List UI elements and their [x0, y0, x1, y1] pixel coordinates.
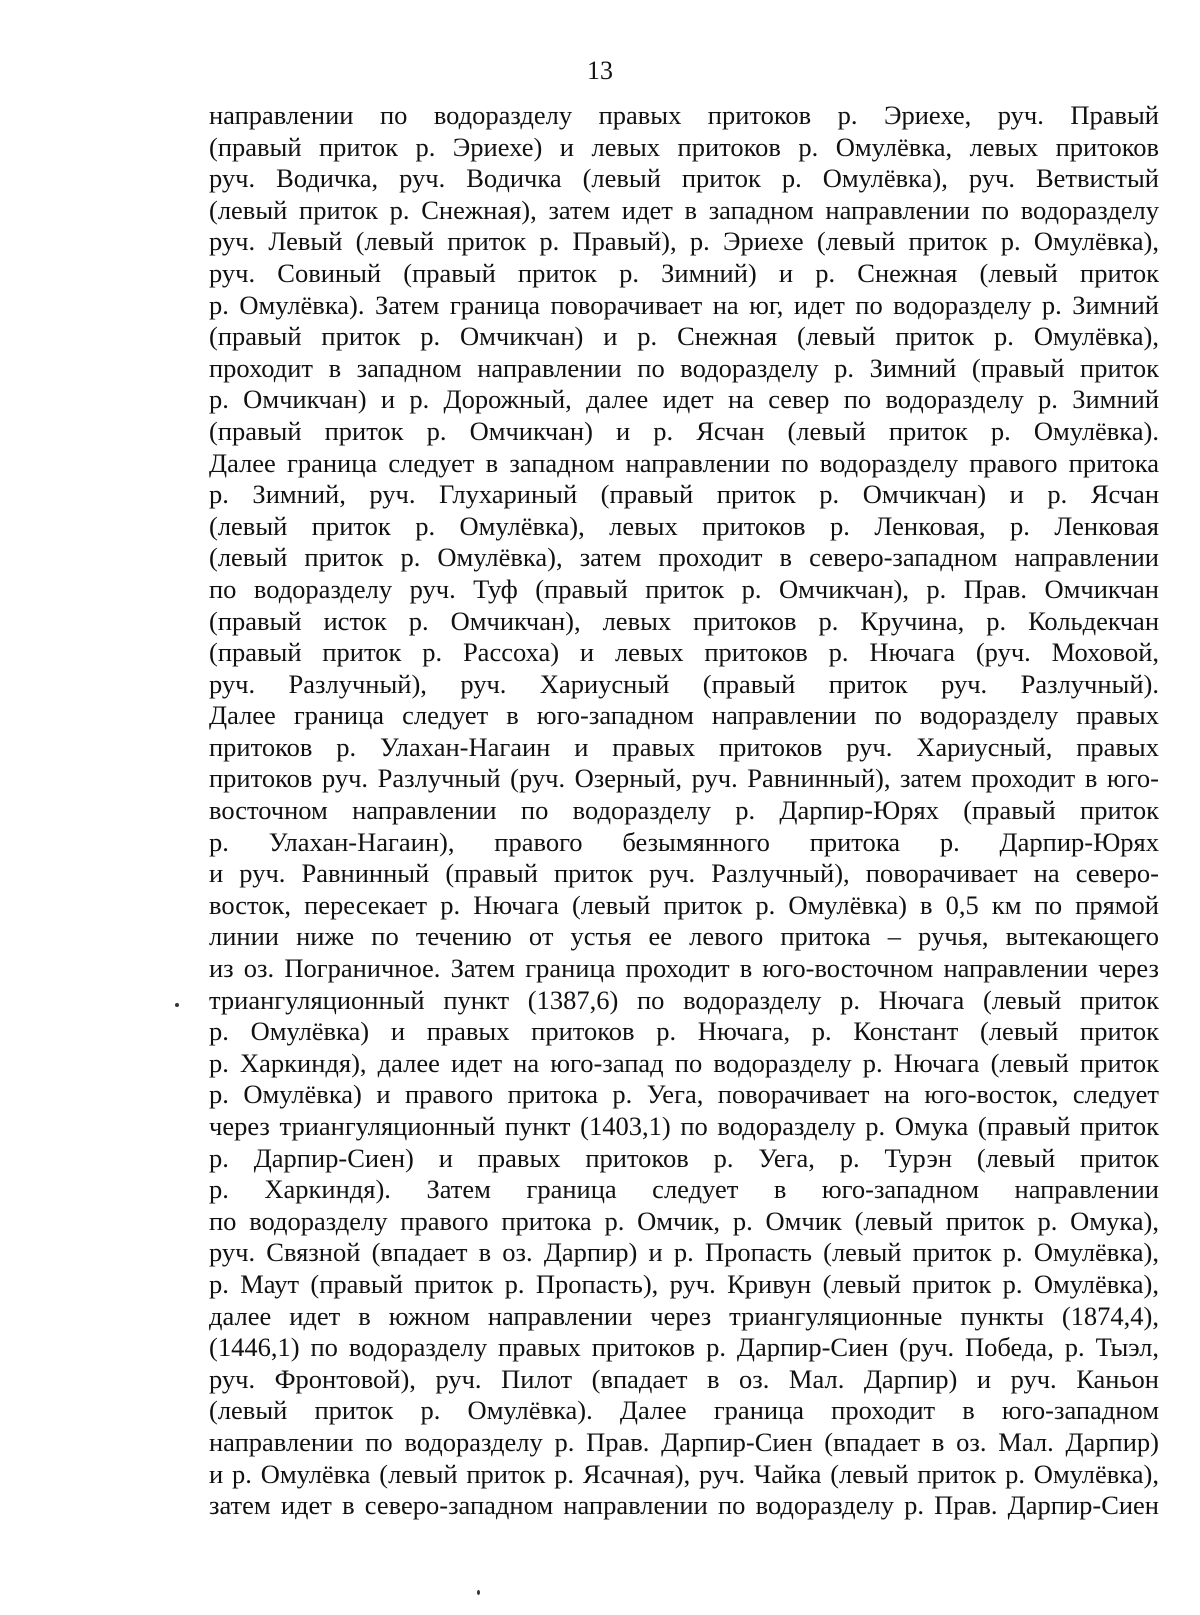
text-line: из оз. Пограничное. Затем граница проходит в юго-восточном направлении через — [209, 953, 1159, 984]
text-line: р. Омулёвка) и правого притока р. Уега, поворачивает на юго-восток, следует — [209, 1079, 1159, 1110]
text-line: Далее граница следует в западном направлении по водоразделу правого притока — [209, 447, 1159, 478]
text-line: р. Дарпир-Сиен) и правых притоков р. Уега, р. Турэн (левый приток — [209, 1142, 1159, 1173]
text-line: направлении по водоразделу правых притоков р. Эриехе, руч. Правый — [209, 100, 1159, 130]
text-line: (правый приток р. Эриехе) и левых притоков р. Омулёвка, левых притоков — [209, 131, 1159, 162]
text-line: р. Омчикчан) и р. Дорожный, далее идет на север по водоразделу р. Зимний — [209, 384, 1159, 415]
text-line: притоков руч. Разлучный (руч. Озерный, руч. Равнинный), затем проходит в юго- — [209, 763, 1159, 794]
text-line: р. Омулёвка). Затем граница поворачивает на юг, идет по водоразделу р. Зимний — [209, 289, 1159, 320]
text-line: (левый приток р. Снежная), затем идет в западном направлении по водоразделу — [209, 194, 1159, 225]
text-line: восточном направлении по водоразделу р. Дарпир-Юрях (правый приток — [209, 795, 1159, 826]
text-line: р. Харкиндя). Затем граница следует в юго-западном направлении — [209, 1174, 1159, 1205]
text-line: проходит в западном направлении по водоразделу р. Зимний (правый приток — [209, 352, 1159, 383]
text-line: (правый приток р. Рассоха) и левых притоков р. Нючага (руч. Моховой, — [209, 637, 1159, 668]
text-line: по водоразделу правого притока р. Омчик, р. Омчик (левый приток р. Омука), — [209, 1205, 1159, 1236]
text-line: (левый приток р. Омулёвка), затем проходит в северо-западном направлении — [209, 542, 1159, 573]
text-line: линии ниже по течению от устья ее левого притока – ручья, вытекающего — [209, 921, 1159, 952]
text-line: руч. Фронтовой), руч. Пилот (впадает в оз. Мал. Дарпир) и руч. Каньон — [209, 1363, 1159, 1394]
text-line: по водоразделу руч. Туф (правый приток р. Омчикчан), р. Прав. Омчикчан — [209, 573, 1159, 604]
text-line: р. Маут (правый приток р. Пропасть), руч. Кривун (левый приток р. Омулёвка), — [209, 1268, 1159, 1299]
text-line: руч. Разлучный), руч. Хариусный (правый приток руч. Разлучный). — [209, 668, 1159, 699]
scan-speck — [477, 1590, 480, 1595]
text-line: далее идет в южном направлении через триангуляционные пункты (1874,4), — [209, 1300, 1159, 1331]
text-line: (левый приток р. Омулёвка), левых притоков р. Ленковая, р. Ленковая — [209, 510, 1159, 541]
text-line: и руч. Равнинный (правый приток руч. Разлучный), поворачивает на северо- — [209, 858, 1159, 889]
text-line: (1446,1) по водоразделу правых притоков р. Дарпир-Сиен (руч. Победа, р. Тыэл, — [209, 1332, 1159, 1363]
text-line: руч. Совиный (правый приток р. Зимний) и р. Снежная (левый приток — [209, 257, 1159, 288]
text-line: (левый приток р. Омулёвка). Далее граница проходит в юго-западном — [209, 1395, 1159, 1426]
text-line: р. Зимний, руч. Глухариный (правый приток р. Омчикчан) и р. Ясчан — [209, 479, 1159, 510]
text-line: руч. Водичка, руч. Водичка (левый приток р. Омулёвка), руч. Ветвистый — [209, 163, 1159, 194]
text-line: р. Харкиндя), далее идет на юго-запад по водоразделу р. Нючага (левый приток — [209, 1047, 1159, 1078]
text-line: триангуляционный пункт (1387,6) по водоразделу р. Нючага (левый приток — [209, 984, 1159, 1015]
text-line: и р. Омулёвка (левый приток р. Ясачная), руч. Чайка (левый приток р. Омулёвка), — [209, 1458, 1159, 1489]
text-line: через триангуляционный пункт (1403,1) по водоразделу р. Омука (правый приток — [209, 1111, 1159, 1141]
text-line: руч. Левый (левый приток р. Правый), р. Эриехе (левый приток р. Омулёвка), — [209, 226, 1159, 257]
text-line: р. Улахан-Нагаин), правого безымянного притока р. Дарпир-Юрях — [209, 826, 1159, 857]
text-line: направлении по водоразделу р. Прав. Дарпир-Сиен (впадает в оз. Мал. Дарпир) — [209, 1426, 1159, 1457]
text-line: Далее граница следует в юго-западном направлении по водоразделу правых — [209, 700, 1159, 731]
text-line: (правый приток р. Омчикчан) и р. Ясчан (левый приток р. Омулёвка). — [209, 415, 1159, 446]
text-line: (правый приток р. Омчикчан) и р. Снежная (левый приток р. Омулёвка), — [209, 321, 1159, 352]
page-number: 13 — [587, 56, 613, 85]
text-line: притоков р. Улахан-Нагаин и правых притоков руч. Хариусный, правых — [209, 731, 1159, 762]
text-line: восток, пересекает р. Нючага (левый приток р. Омулёвка) в 0,5 км по прямой — [209, 889, 1159, 920]
text-line: (правый исток р. Омчикчан), левых притоков р. Кручина, р. Кольдекчан — [209, 605, 1159, 636]
text-line: р. Омулёвка) и правых притоков р. Нючага, р. Констант (левый приток — [209, 1016, 1159, 1047]
scan-speck — [175, 1003, 179, 1007]
text-line: руч. Связной (впадает в оз. Дарпир) и р. Пропасть (левый приток р. Омулёвка), — [209, 1237, 1159, 1268]
text-line: затем идет в северо-западном направлении по водоразделу р. Прав. Дарпир-Сиен — [209, 1490, 1159, 1521]
body-text — [209, 100, 1159, 1522]
